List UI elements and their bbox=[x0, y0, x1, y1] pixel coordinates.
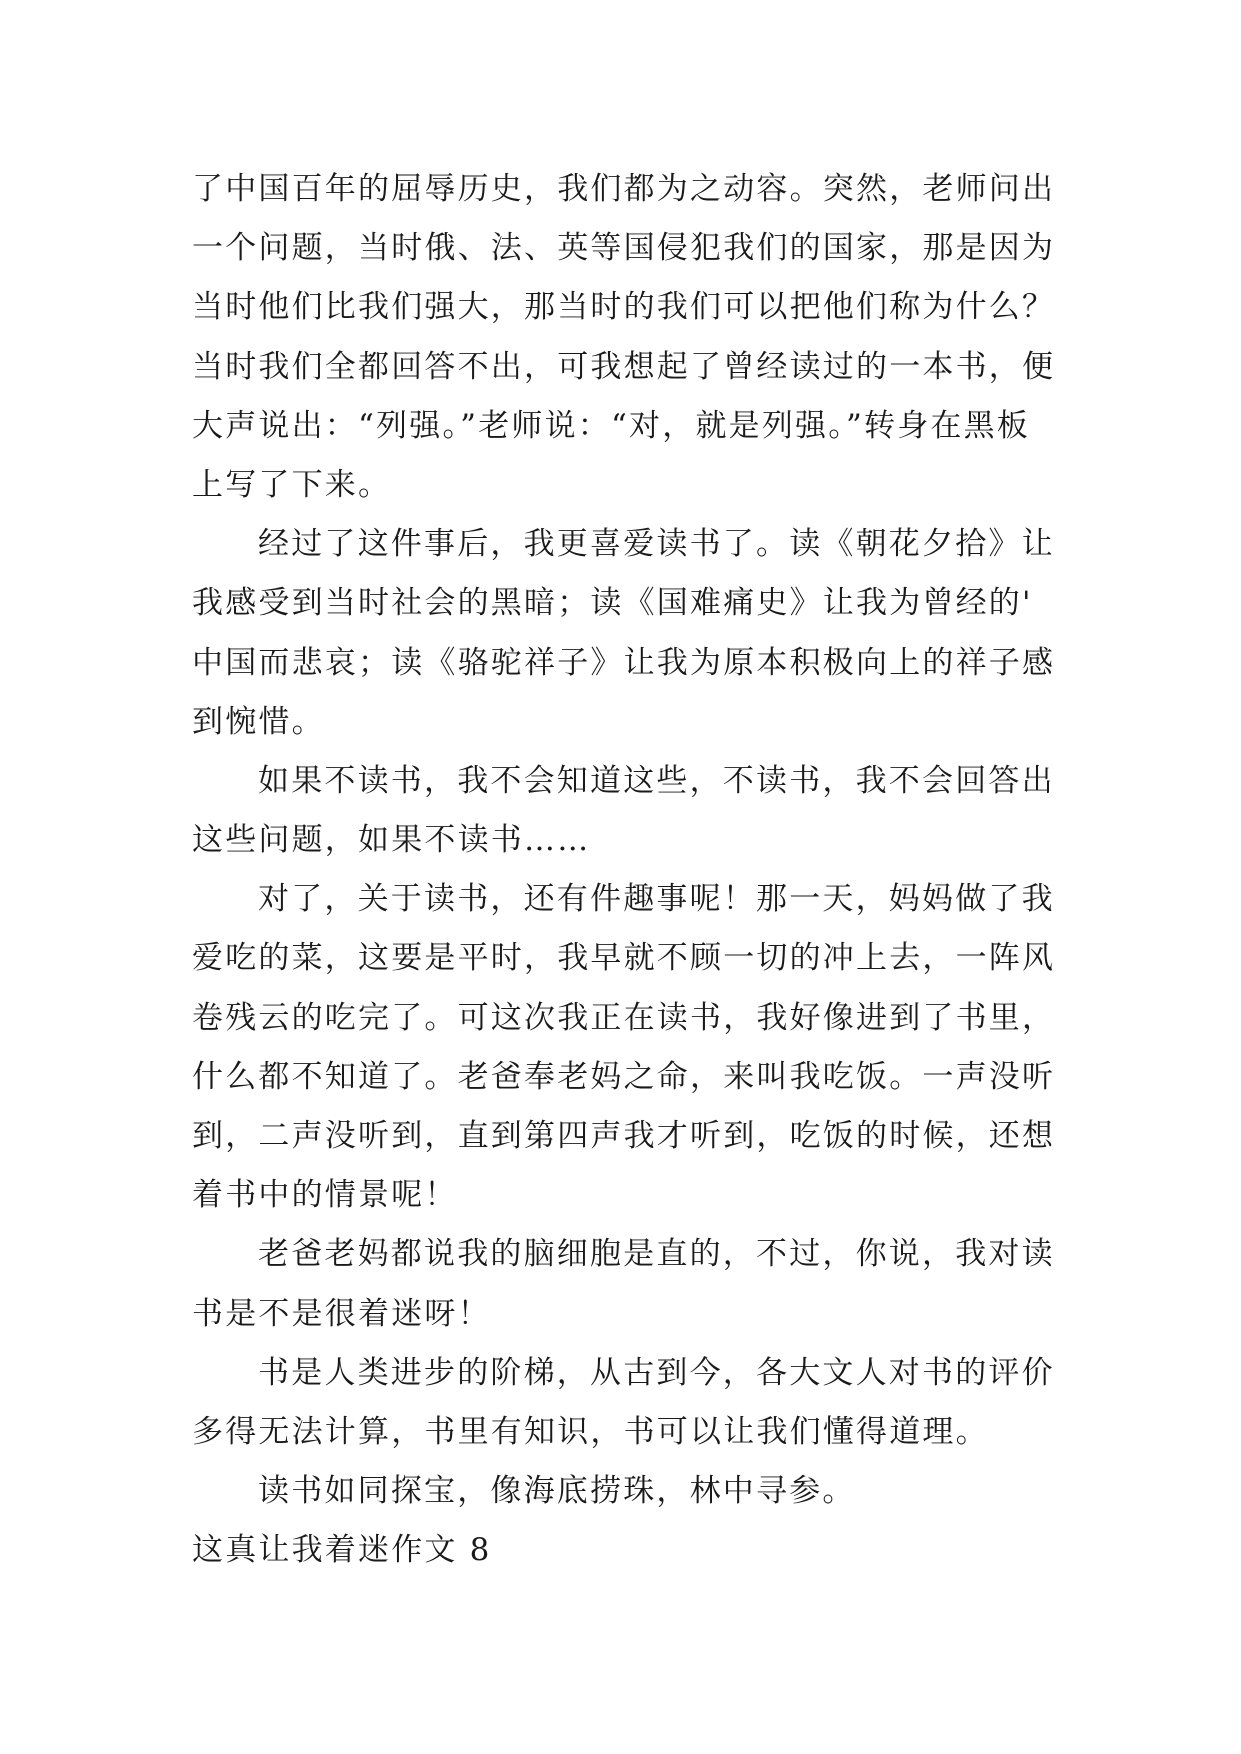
paragraph-first-line: 书是人类进步的阶梯，从古到今，各大文人对书的评价 bbox=[258, 1354, 1055, 1391]
text-line: 多得无法计算，书里有知识，书可以让我们懂得道理。 bbox=[192, 1413, 989, 1450]
text-line: 书是不是很着迷呀！ bbox=[192, 1295, 491, 1332]
text-line: 卷残云的吃完了。可这次我正在读书，我好像进到了书里， bbox=[192, 999, 1056, 1036]
text-line: 到，二声没听到，直到第四声我才听到，吃饭的时候，还想 bbox=[192, 1118, 1056, 1154]
text-line: 中国而悲哀；读《骆驼祥子》让我为原本积极向上的祥子感 bbox=[192, 644, 1056, 681]
text-line: 一个问题，当时俄、法、英等国侵犯我们的国家，那是因为 bbox=[192, 230, 1056, 267]
text-line: 爱吃的菜，这要是平时，我早就不顾一切的冲上去，一阵风 bbox=[192, 940, 1056, 977]
text-line: 这些问题，如果不读书…… bbox=[192, 822, 591, 859]
document-body bbox=[192, 160, 1072, 1581]
paragraph-first-line: 经过了这件事后，我更喜爱读书了。读《朝花夕拾》让 bbox=[258, 526, 1055, 563]
paragraph-first-line: 对了，关于读书，还有件趣事呢！那一天，妈妈做了我 bbox=[258, 881, 1055, 918]
paragraph-first-line: 老爸老妈都说我的脑细胞是直的，不过，你说，我对读 bbox=[258, 1236, 1055, 1273]
text-line: 当时他们比我们强大，那当时的我们可以把他们称为什么？ bbox=[192, 289, 1056, 326]
paragraph-first-line: 读书如同探宝，像海底捞珠，林中寻参。 bbox=[258, 1473, 856, 1510]
text-line: 了中国百年的屈辱历史，我们都为之动容。突然，老师问出 bbox=[192, 171, 1056, 207]
text-line: 当时我们全都回答不出，可我想起了曾经读过的一本书，便 bbox=[192, 348, 1056, 385]
text-line: 什么都不知道了。老爸奉老妈之命，来叫我吃饭。一声没听 bbox=[192, 1058, 1056, 1095]
paragraph-first-line: 如果不读书，我不会知道这些，不读书，我不会回答出 bbox=[258, 762, 1055, 799]
text-line: 到惋惜。 bbox=[192, 703, 325, 740]
text-line: 我感受到当时社会的黑暗；读《国难痛史》让我为曾经的' bbox=[192, 585, 1033, 622]
text-line: 上写了下来。 bbox=[192, 466, 392, 503]
section-heading: 这真让我着迷作文 8 bbox=[192, 1532, 492, 1569]
text-line: 大声说出：“列强。”老师说：“对，就是列强。”转身在黑板 bbox=[192, 407, 1030, 444]
text-line: 着书中的情景呢！ bbox=[192, 1177, 458, 1214]
